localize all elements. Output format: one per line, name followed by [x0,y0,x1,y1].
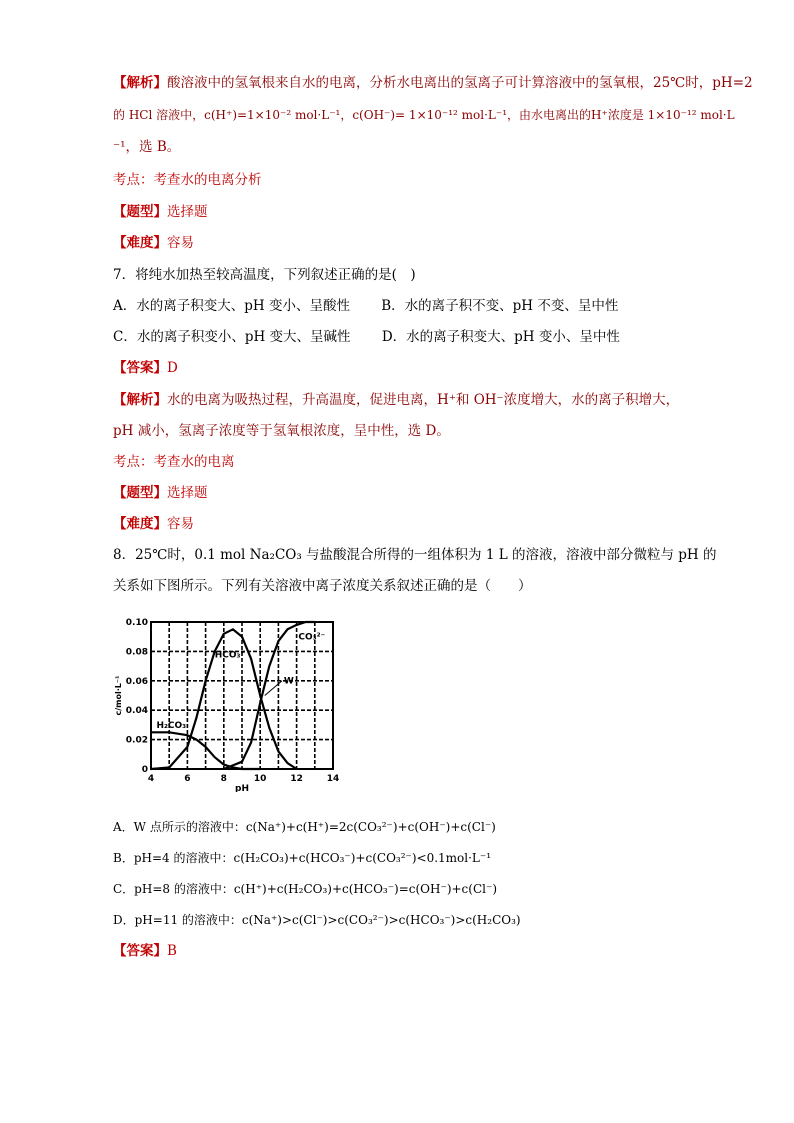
series-line-2 [224,622,315,769]
answer-tag: 【答案】 [113,360,167,376]
species-distribution-chart [113,612,345,792]
analysis-7-line-1 [113,391,679,409]
x-tick-label: 14 [326,774,340,784]
x-tick-label: 10 [253,774,267,784]
question-7-options-ab: A．水的离子积变大、pH 变小、呈酸性 B．水的离子积不变、pH 不变、呈中性 [113,298,619,314]
answer-7 [113,359,178,377]
question-8-option-a: A．W 点所示的溶液中：c(Na⁺)+c(H⁺)=2c(CO₃²⁻)+c(OH⁻)+c(Cl⁻) [113,820,496,834]
answer-value: D [167,360,178,376]
y-tick-label: 0.08 [125,647,148,658]
question-8-stem-line-2: 关系如下图所示。下列有关溶液中离子浓度关系叙述正确的是（ ） [113,578,532,594]
difficulty-value: 容易 [167,516,194,532]
difficulty-7 [113,515,194,533]
question-7-options-cd: C．水的离子积变小、pH 变大、呈碱性 D．水的离子积变大、pH 变小、呈中性 [113,329,620,345]
annotation-pointer [265,681,282,696]
analysis-text: 酸溶液中的氢氧根来自水的电离，分析水电离出的氢离子可计算溶液中的氢氧根，25℃时，pH=2 [167,75,753,91]
difficulty-6 [113,234,194,252]
x-tick-label: 4 [147,774,155,784]
kaodian-7: 考点：考查水的电离 [113,454,235,470]
question-8-option-b: B．pH=4 的溶液中：c(H₂CO₃)+c(HCO₃⁻)+c(CO₃²⁻)<0.1mol·L⁻¹ [113,851,492,865]
series-label-h2co3: H₂CO₃ [156,720,187,731]
x-tick-label: 12 [290,774,303,784]
analysis-6-line-2: 的 HCl 溶液中，c(H⁺)=1×10⁻² mol·L⁻¹，c(OH⁻)= 1×10⁻¹² mol·L⁻¹，由水电离出的H⁺浓度是 1×10⁻¹² mol·L [113,108,735,122]
y-tick-label: 0.06 [125,676,148,687]
question-type-tag: 【题型】 [113,485,167,501]
analysis-6-line-1 [113,74,753,92]
series-label-co3: CO₃²⁻ [298,632,326,643]
question-type-6 [113,203,208,221]
difficulty-value: 容易 [167,235,194,251]
annotation-label-w: W [283,676,294,687]
x-axis-label: pH [235,784,249,792]
x-tick-label: 8 [220,774,227,784]
question-8-stem-line-1: 8．25℃时，0.1 mol Na₂CO₃ 与盐酸混合所得的一组体积为 1 L 的溶液，溶液中部分微粒与 pH 的 [113,547,717,563]
y-tick-label: 0.10 [125,618,148,628]
analysis-text: 水的电离为吸热过程，升高温度，促进电离，H⁺和 OH⁻浓度增大，水的离子积增大， [167,392,680,408]
difficulty-tag: 【难度】 [113,516,167,532]
y-tick-label: 0 [141,765,148,775]
series-label-hco3: HCO₃⁻ [214,650,246,661]
y-tick-label: 0.04 [125,706,148,717]
analysis-7-line-2: pH 减小，氢离子浓度等于氢氧根浓度，呈中性，选 D。 [113,423,450,439]
answer-8 [113,942,177,960]
question-8-option-c: C．pH=8 的溶液中：c(H⁺)+c(H₂CO₃)+c(HCO₃⁻)=c(OH⁻)+c(Cl⁻) [113,882,497,896]
analysis-tag: 【解析】 [113,75,167,91]
difficulty-tag: 【难度】 [113,235,167,251]
chart-svg [113,612,345,792]
analysis-6-line-3: ⁻¹，选 B。 [113,139,181,155]
analysis-tag: 【解析】 [113,392,167,408]
x-tick-label: 6 [184,774,191,784]
question-type-7 [113,484,208,502]
question-8-option-d: D．pH=11 的溶液中：c(Na⁺)>c(Cl⁻)>c(CO₃²⁻)>c(HCO₃⁻)>c(H₂CO₃) [113,913,521,927]
answer-value: B [167,943,177,959]
y-tick-label: 0.02 [125,735,148,746]
question-type-tag: 【题型】 [113,204,167,220]
question-type-value: 选择题 [167,485,208,501]
kaodian-6: 考点：考查水的电离分析 [113,172,262,188]
question-7-stem: 7．将纯水加热至较高温度，下列叙述正确的是( ) [113,267,416,283]
answer-tag: 【答案】 [113,943,167,959]
question-type-value: 选择题 [167,204,208,220]
y-axis-label: c/mol·L⁻¹ [114,675,123,716]
